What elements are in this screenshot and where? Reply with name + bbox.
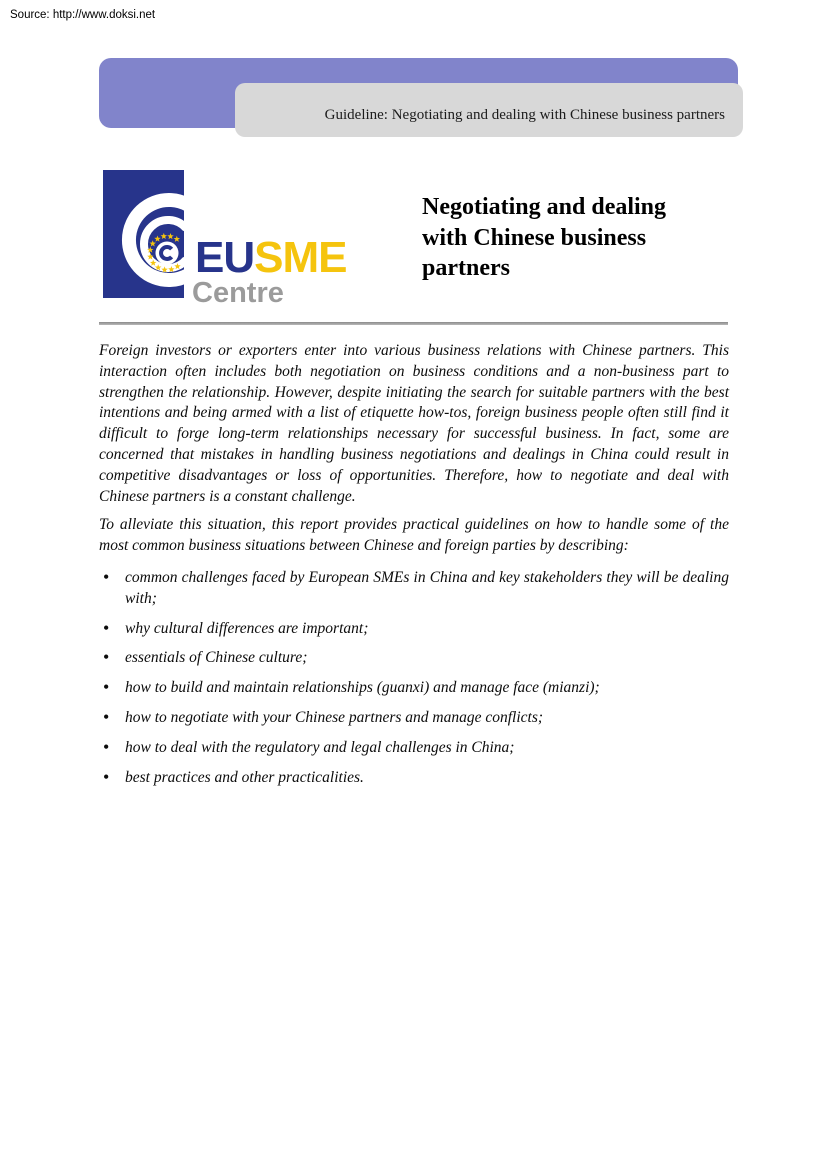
eusme-centre-logo	[102, 168, 367, 308]
list-item: • best practices and other practicalities.	[99, 768, 729, 789]
list-item: • how to build and maintain relationships (guanxi) and manage face (mianzi);	[99, 678, 729, 699]
logo-wordmark	[195, 233, 346, 282]
source-url-text: Source: http://www.doksi.net	[10, 9, 156, 21]
page-title-line-2: with Chinese business	[422, 224, 647, 251]
page-title-line-3: partners	[422, 255, 510, 281]
topics-bullet-list	[99, 568, 729, 788]
eusme-logo-graphic	[102, 168, 367, 308]
logo-center-disc	[156, 242, 179, 265]
logo-text-sme: SME	[254, 233, 347, 282]
intro-paragraph-1: Foreign investors or exporters enter into various business relations with Chinese partners. This interaction often includes both negotiation on business conditions and a non-business part to strengthen the relationship. However, despite initiating the search for suitable partners with the best intentions and being armed with a list of etiquette how-tos, foreign business people often still find it difficult to forge long-term relationships necessary for successful business. In fact, some are concerned that mistakes in handling business negotiations and dealings in China could result in competitive disadvantages or loss of opportunities. Therefore, how to negotiate and deal with Chinese partners is a constant challenge.	[99, 342, 729, 505]
horizontal-divider	[99, 322, 728, 325]
list-item: • essentials of Chinese culture;	[99, 648, 729, 669]
page-title-line-1: Negotiating and dealing	[422, 194, 667, 220]
list-item: • how to negotiate with your Chinese partners and manage conflicts;	[99, 708, 729, 729]
list-item: • how to deal with the regulatory and legal challenges in China;	[99, 738, 729, 759]
document-body	[99, 341, 729, 797]
logo-text-eu: EU	[195, 233, 255, 282]
guideline-banner-label: Guideline: Negotiating and dealing with Chinese business partners	[324, 107, 725, 123]
header-guideline-band	[235, 83, 743, 137]
list-item: • why cultural differences are important;	[99, 619, 729, 640]
intro-paragraph-2: To alleviate this situation, this report provides practical guidelines on how to handle some of the most common business situations between Chinese and foreign parties by describing:	[99, 516, 729, 555]
list-item: • common challenges faced by European SMEs in China and key stakeholders they will be dealing with;	[99, 568, 729, 610]
page-title	[422, 192, 702, 284]
logo-text-centre: Centre	[192, 277, 284, 308]
